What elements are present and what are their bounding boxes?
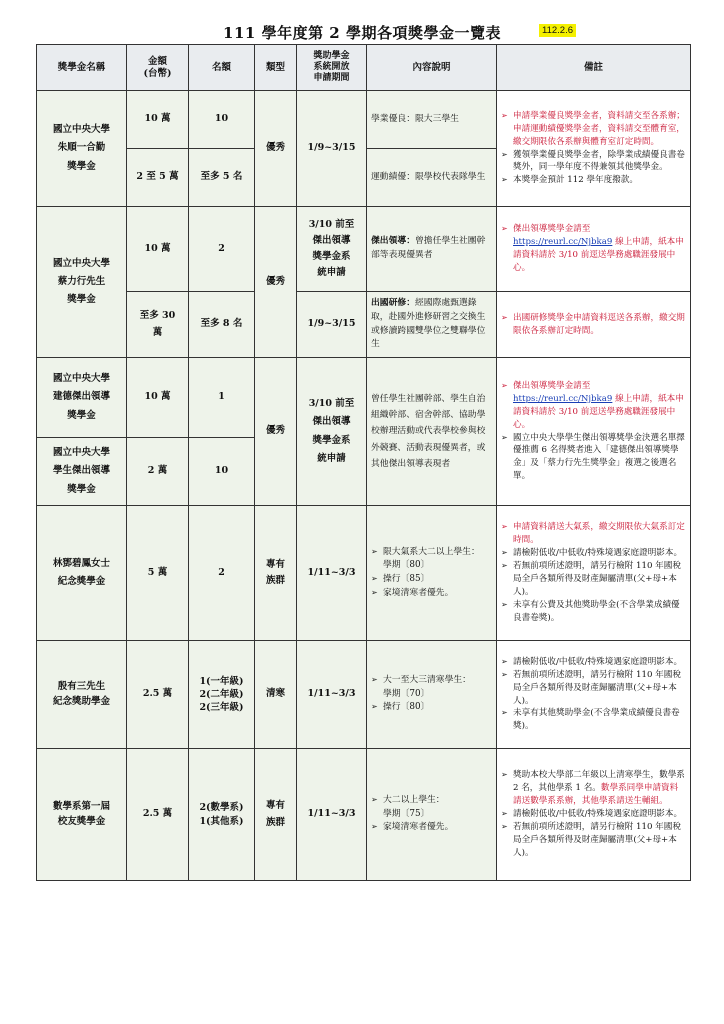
content-text: 學期〔75〕 — [383, 808, 430, 819]
remark-text: 獎助本校大學部二年級以上清寒學生，數學系 2 名，其他學系 1 名。 — [513, 770, 685, 794]
content-text: 曾擔任學生社團幹部等表現優異者 — [371, 236, 486, 260]
remark-item: ➢ 若無前項所述證明，請另行檢附 110 年國稅局全戶各類所得及財產歸屬清單(父+母+本人)。 — [501, 821, 686, 860]
header-remarks: 備註 — [497, 45, 691, 91]
content-cell — [367, 292, 497, 358]
content-cell: 曾任學生社團幹部、學生自治組織幹部、宿舍幹部、協助學校辦理活動或代表學校參與校外競賽、活動表現優異者，或其他傑出領導表現者 — [367, 358, 497, 506]
remark-item: ➢ 未享有公費及其他獎助學金(不含學業成績優良書卷獎)。 — [501, 599, 686, 625]
content-text: 大一至大三清寒學生： — [383, 675, 471, 686]
amount-cell: 10 萬 — [127, 91, 189, 149]
quota-cell: 10 — [189, 91, 255, 149]
table-row — [37, 91, 691, 149]
remarks-cell — [497, 641, 691, 749]
amount-cell: 2.5 萬 — [127, 641, 189, 749]
remarks-cell — [497, 358, 691, 506]
apply-link[interactable]: https://reurl.cc/Njbka9 — [513, 237, 613, 248]
remarks-cell — [497, 207, 691, 292]
amount-cell: 10 萬 — [127, 207, 189, 292]
content-text: 大二以上學生： — [383, 795, 445, 806]
content-cell: 學業優良：限大三學生 — [367, 91, 497, 149]
amount-cell: 至多 30 萬 — [127, 292, 189, 358]
content-item — [371, 794, 492, 821]
type-cell: 優秀 — [255, 207, 297, 358]
content-item: ➢ 家境清寒者優先。 — [371, 821, 492, 835]
quota-cell: 1(一年級) 2(二年級) 2(三年級) — [189, 641, 255, 749]
content-text: 經國際處甄選錄取，赴國外進修研習之交換生或修讀跨國雙學位之雙聯學位生 — [371, 298, 486, 350]
table-row — [37, 207, 691, 292]
quota-cell: 2 — [189, 506, 255, 641]
content-cell — [367, 749, 497, 881]
header-amount: 金額 (台幣) — [127, 45, 189, 91]
scholarship-name: 殷有三先生 紀念獎助學金 — [37, 641, 127, 749]
quota-cell: 10 — [189, 438, 255, 506]
remark-item — [501, 769, 686, 808]
header-type: 類型 — [255, 45, 297, 91]
content-label: 傑出領導： — [371, 236, 415, 247]
remark-item: ➢ 國立中央大學學生傑出領導獎學金決選名單擇優推薦 6 名得獎者進入「建德傑出領導獎學金」及「蔡力行先生獎學金」複選之後選名單。 — [501, 432, 686, 484]
header-content: 內容說明 — [367, 45, 497, 91]
content-cell — [367, 506, 497, 641]
scholarship-name: 國立中央大學 學生傑出領導 獎學金 — [37, 438, 127, 506]
type-cell: 專有 族群 — [255, 506, 297, 641]
period-cell: 3/10 前至 傑出領導 獎學金系 統申請 — [297, 358, 367, 506]
remark-item: ➢ 若無前項所述證明，請另行檢附 110 年國稅局全戶各類所得及財產歸屬清單(父+母+本人)。 — [501, 560, 686, 599]
table-row — [37, 292, 691, 358]
content-cell — [367, 641, 497, 749]
header-name: 獎學金名稱 — [37, 45, 127, 91]
remarks-cell — [497, 292, 691, 358]
amount-cell: 5 萬 — [127, 506, 189, 641]
remark-item: ➢ 若無前項所述證明，請另行檢附 110 年國稅局全戶各類所得及財產歸屬清單(父+母+本人)。 — [501, 669, 686, 708]
content-text: 學期〔80〕 — [383, 560, 430, 571]
remark-item: ➢ 獲領學業優良獎學金者，除學業成績優良書卷獎外，同一學年度不得兼領其他獎學金。 — [501, 149, 686, 175]
page-title: 111 學年度第 2 學期各項獎學金一覽表 — [223, 24, 501, 42]
remark-item: ➢ 出國研修獎學金申請資料逕送各系辦，繳交期限依各系辦訂定時間。 — [501, 312, 686, 338]
content-cell — [367, 207, 497, 292]
date-badge: 112.2.6 — [539, 24, 576, 37]
scholarship-name: 數學系第一屆 校友獎學金 — [37, 749, 127, 881]
remark-item: ➢ 請檢附低收/中低收/特殊境遇家庭證明影本。 — [501, 808, 686, 821]
period-cell: 1/11~3/3 — [297, 641, 367, 749]
content-item — [371, 674, 492, 701]
scholarship-name: 國立中央大學 建德傑出領導 獎學金 — [37, 358, 127, 438]
content-item — [371, 546, 492, 573]
period-cell: 1/9~3/15 — [297, 91, 367, 207]
period-cell: 1/9~3/15 — [297, 292, 367, 358]
remark-item: ➢ 申請學業優良獎學金者，資料請交至各系辦；申請運動績優獎學金者，資料請交至體育室，繳交期限依各系辦與體育室訂定時間。 — [501, 110, 686, 149]
quota-cell: 2(數學系) 1(其他系) — [189, 749, 255, 881]
scholarship-name: 國立中央大學 蔡力行先生 獎學金 — [37, 207, 127, 358]
remark-text: 傑出領導獎學金請至 — [513, 224, 591, 235]
period-cell: 1/11~3/3 — [297, 749, 367, 881]
quota-cell: 至多 5 名 — [189, 149, 255, 207]
content-item: ➢ 家境清寒者優先。 — [371, 587, 492, 601]
remark-text: 線上申請，紙本申請資料請於 3/10 前逕送學務處職涯發展中心。 — [513, 393, 684, 430]
remark-text: 線上申請，紙本申請資料請於 3/10 前逕送學務處職涯發展中心。 — [513, 237, 684, 273]
content-item: ➢ 操行〔85〕 — [371, 573, 492, 587]
remark-item: ➢ 請檢附低收/中低收/特殊境遇家庭證明影本。 — [501, 656, 686, 669]
type-cell: 優秀 — [255, 358, 297, 506]
quota-cell: 2 — [189, 207, 255, 292]
quota-cell: 1 — [189, 358, 255, 438]
amount-cell: 2 至 5 萬 — [127, 149, 189, 207]
type-cell: 優秀 — [255, 91, 297, 207]
content-label: 出國研修： — [371, 298, 415, 309]
header-quota: 名額 — [189, 45, 255, 91]
amount-cell: 10 萬 — [127, 358, 189, 438]
remarks-cell — [497, 506, 691, 641]
table-row — [37, 358, 691, 438]
amount-cell: 2.5 萬 — [127, 749, 189, 881]
remark-text: 傑出領導獎學金請至 — [513, 380, 591, 391]
quota-cell: 至多 8 名 — [189, 292, 255, 358]
table-row — [37, 641, 691, 749]
scholarship-name: 國立中央大學 朱順一合勤 獎學金 — [37, 91, 127, 207]
content-item: ➢ 操行〔80〕 — [371, 701, 492, 715]
header-period: 獎助學金 系統開放 申請期間 — [297, 45, 367, 91]
apply-link[interactable]: https://reurl.cc/Njbka9 — [513, 393, 613, 404]
table-row — [37, 506, 691, 641]
content-text: 限大氣系大二以上學生： — [383, 546, 480, 557]
remark-text: 數學系同學申請資料請送數學系系辦，其他學系請送生輔組。 — [513, 783, 679, 807]
content-cell: 運動績優：限學校代表隊學生 — [367, 149, 497, 207]
remark-item: ➢ 未享有其他獎助學金(不含學業成績優良書卷獎)。 — [501, 707, 686, 733]
remark-item — [501, 223, 686, 275]
scholarship-name: 林鄧碧鳳女士 紀念獎學金 — [37, 506, 127, 641]
scholarship-table — [36, 44, 691, 881]
remark-item: ➢ 本獎學金預計 112 學年度撥款。 — [501, 174, 686, 187]
remarks-cell — [497, 749, 691, 881]
period-cell: 1/11~3/3 — [297, 506, 367, 641]
remark-item — [501, 380, 686, 432]
amount-cell: 2 萬 — [127, 438, 189, 506]
type-cell: 專有 族群 — [255, 749, 297, 881]
remark-item: ➢ 申請資料請送大氣系，繳交期限依大氣系訂定時間。 — [501, 521, 686, 547]
remarks-cell — [497, 91, 691, 207]
type-cell: 清寒 — [255, 641, 297, 749]
period-cell: 3/10 前至 傑出領導 獎學金系 統申請 — [297, 207, 367, 292]
content-text: 學期〔70〕 — [383, 688, 430, 699]
table-row — [37, 749, 691, 881]
remark-item: ➢ 請檢附低收/中低收/特殊境遇家庭證明影本。 — [501, 547, 686, 560]
